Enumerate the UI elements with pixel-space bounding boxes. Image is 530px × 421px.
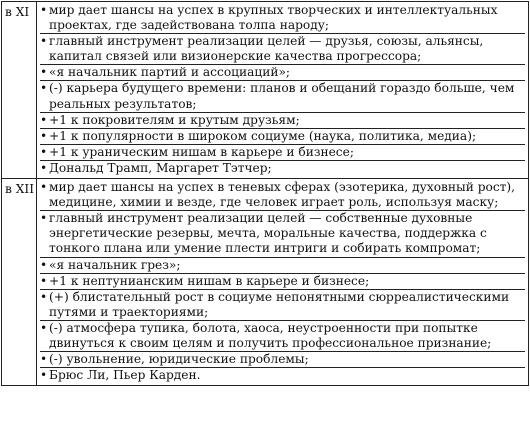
list-item: • главный инструмент реализации целей — собственные духовные энергетические резервы, мечта, моральные качества, поддержка с тонкого плана или умение плести интриги и собирать компромат; [40,211,525,257]
house-label-xii: в XII [2,179,37,386]
house-description-xii [37,179,529,386]
table-row-house-xi [2,2,529,179]
list-item: • (-) увольнение, юридические проблемы; [40,352,525,368]
list-item: • (+) блистательный рост в социуме непонятными сюрреалистическими путями и траекториями; [40,290,525,321]
bullet-list-xi [40,3,525,176]
list-item: • Дональд Трамп, Маргарет Тэтчер; [40,161,525,176]
house-description-xi [37,2,529,179]
bullet-list-xii [40,180,525,383]
list-item: • (-) карьера будущего времени: планов и обещаний гораздо больше, чем реальных результатов; [40,81,525,112]
list-item: • +1 к ураническим нишам в карьере и бизнесе; [40,145,525,161]
house-label-xi: в XI [2,2,37,179]
list-item: • «я начальник партий и ассоциаций»; [40,65,525,81]
list-item: • главный инструмент реализации целей — друзья, союзы, альянсы, капитал связей или визионерские качества прогрессора; [40,34,525,65]
list-item: • мир дает шансы на успех в крупных творческих и интеллектуальных проектах, где задействована толпа народу; [40,3,525,34]
list-item: • «я начальник грез»; [40,258,525,274]
list-item: • мир дает шансы на успех в теневых сферах (эзотерика, духовный рост), медицине, химии и везде, где человек играет роль, используя маску; [40,180,525,211]
list-item: • +1 к популярности в широком социуме (наука, политика, медиа); [40,129,525,145]
table-row-house-xii [2,179,529,386]
list-item: • (-) атмосфера тупика, болота, хаоса, неустроенности при попытке двинуться к своим целям и получить профессиональное признание; [40,321,525,352]
list-item: • Брюс Ли, Пьер Карден. [40,368,525,383]
house-table [1,1,529,386]
list-item: • +1 к нептунианским нишам в карьере и бизнесе; [40,274,525,290]
list-item: • +1 к покровителям и крутым друзьям; [40,113,525,129]
